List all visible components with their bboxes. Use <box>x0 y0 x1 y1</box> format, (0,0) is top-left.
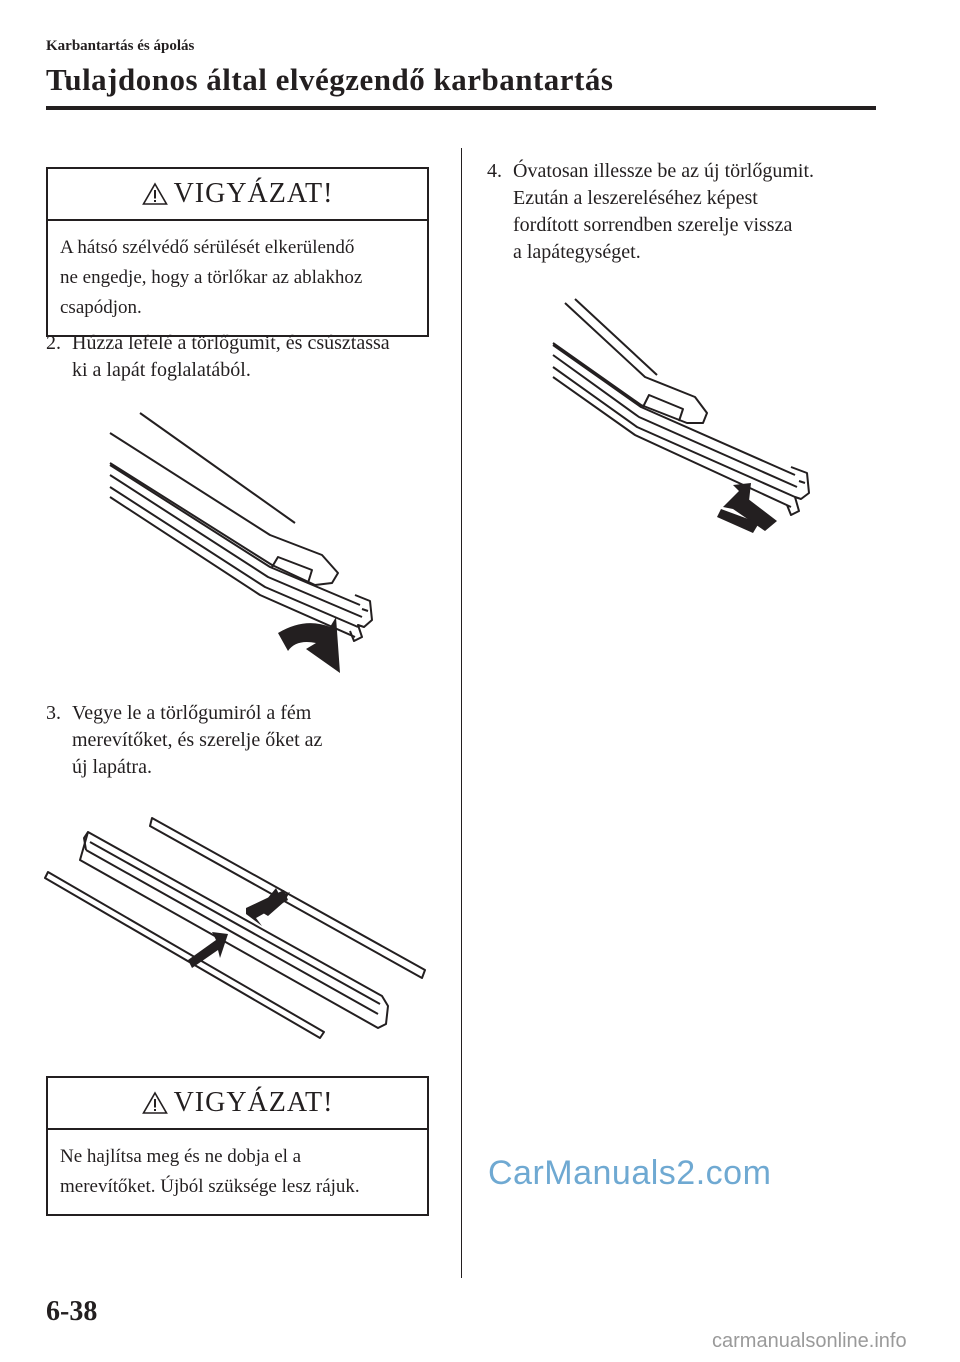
column-divider <box>461 148 462 1278</box>
figure-pull-rubber <box>100 405 380 680</box>
step-line: Húzza lefelé a törlőgumit, és csúsztassa <box>72 332 390 354</box>
page-title: Tulajdonos által elvégzendő karbantartás <box>46 62 614 97</box>
caution-label: VIGYÁZAT! <box>173 178 334 209</box>
caution-line: Ne hajlítsa meg és ne dobja el a <box>60 1146 302 1167</box>
step-line: ki a lapát foglalatából. <box>72 359 251 381</box>
step-number: 4. <box>487 160 502 182</box>
caution-line: merevítőket. Újból szüksége lesz rájuk. <box>60 1176 360 1197</box>
caution-text <box>48 1130 427 1214</box>
step-3 <box>46 700 446 781</box>
step-number: 3. <box>46 702 61 724</box>
step-4 <box>487 158 897 266</box>
wiper-arm <box>553 303 707 423</box>
caution-line: csapódjon. <box>60 297 142 318</box>
caution-header <box>48 1078 427 1130</box>
title-rule <box>46 106 876 110</box>
caution-box-1 <box>46 167 429 337</box>
caution-box-2 <box>46 1076 429 1216</box>
warning-triangle-icon <box>142 1091 168 1115</box>
section-label: Karbantartás és ápolás <box>46 38 195 54</box>
caution-label: VIGYÁZAT! <box>173 1087 334 1118</box>
step-number: 2. <box>46 332 61 354</box>
step-line: új lapátra. <box>72 756 152 778</box>
caution-text <box>48 221 427 335</box>
step-2 <box>46 330 446 384</box>
caution-line: A hátsó szélvédő sérülését elkerülendő <box>60 237 355 258</box>
step-line: a lapátegységet. <box>513 241 641 263</box>
arrow-right-icon <box>188 932 228 968</box>
step-line: merevítőket, és szerelje őket az <box>72 729 323 751</box>
footer-site-link[interactable]: carmanualsonline.info <box>712 1330 907 1352</box>
figure-stiffeners <box>40 810 440 1050</box>
page-number: 6-38 <box>46 1296 98 1327</box>
caution-line: ne engedje, hogy a törlőkar az ablakhoz <box>60 267 363 288</box>
step-line: Ezután a leszereléséhez képest <box>513 187 758 209</box>
step-line: Vegye le a törlőgumiról a fém <box>72 702 312 724</box>
figure-insert-rubber <box>545 295 830 545</box>
watermark-logo: CarManuals2.com <box>488 1154 772 1192</box>
warning-triangle-icon <box>142 182 168 206</box>
caution-header <box>48 169 427 221</box>
step-line: fordított sorrendben szerelje vissza <box>513 214 793 236</box>
step-line: Óvatosan illessze be az új törlőgumit. <box>513 160 815 182</box>
